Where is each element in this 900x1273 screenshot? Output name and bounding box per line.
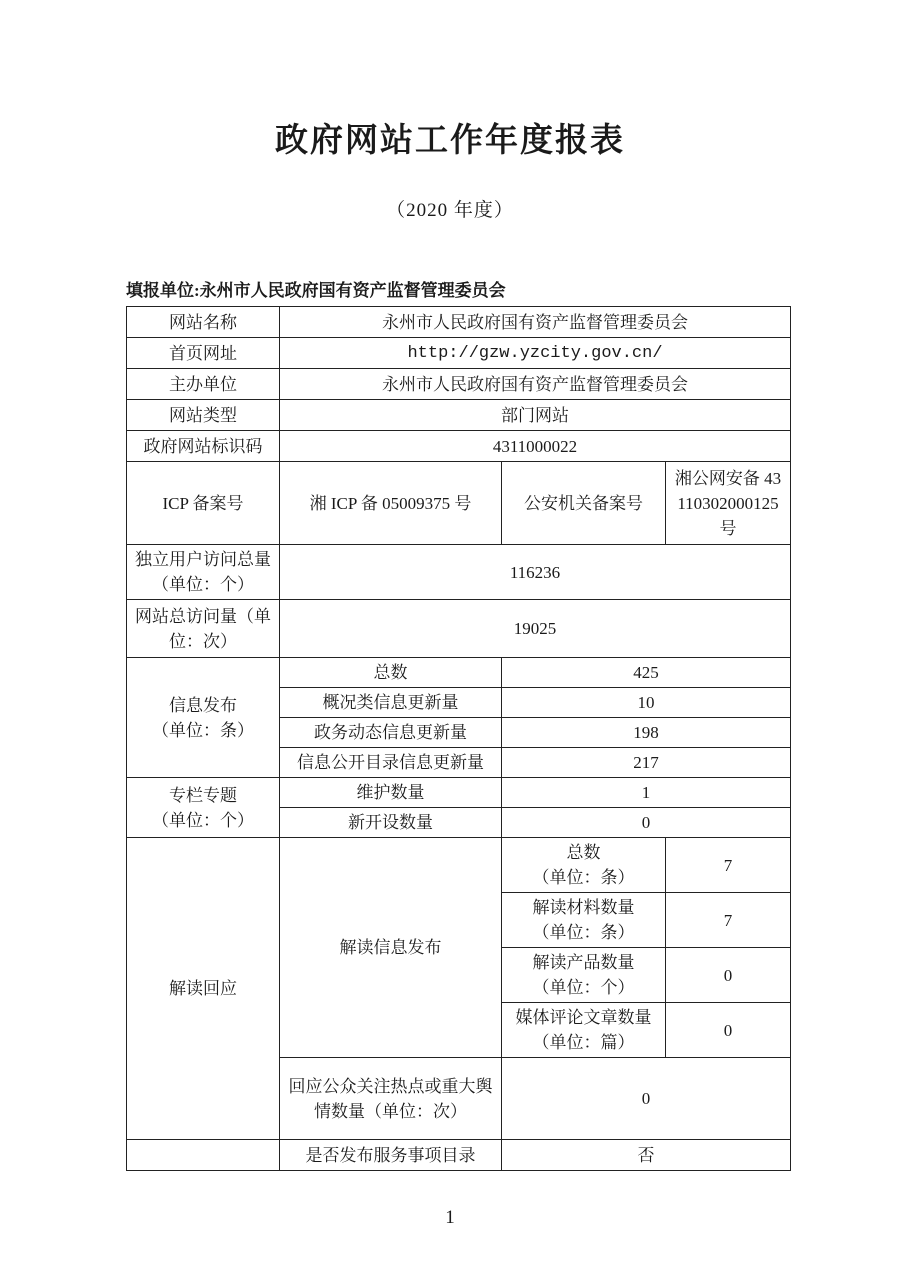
columns-maintained-value: 1 [502, 778, 791, 808]
info-publish-total-value: 425 [502, 658, 791, 688]
columns-new-value: 0 [502, 808, 791, 838]
page-subtitle: （2020 年度） [386, 200, 514, 221]
site-type-value: 部门网站 [280, 400, 791, 431]
annual-report-table [126, 306, 791, 1171]
icp-label: ICP 备案号 [127, 462, 280, 545]
columns-new-label: 新开设数量 [280, 808, 502, 838]
table-row-site-type [127, 400, 791, 431]
interpretation-materials-label [502, 893, 666, 948]
info-publish-group-label: 信息发布 [169, 695, 237, 715]
table-row-host-unit [127, 369, 791, 400]
table-row-service-directory [127, 1140, 791, 1171]
total-visits-label: 网站总访问量（单位：次） [127, 600, 280, 658]
directory-updates-label: 信息公开目录信息更新量 [280, 748, 502, 778]
media-comments-value: 0 [666, 1003, 791, 1058]
reporting-unit-line: 填报单位:永州市人民政府国有资产监督管理委员会 [126, 281, 506, 300]
interpretation-total-value: 7 [666, 838, 791, 893]
service-directory-label: 是否发布服务事项目录 [280, 1140, 502, 1171]
info-publish-group-cell [127, 658, 280, 778]
columns-maintained-label: 维护数量 [280, 778, 502, 808]
interpretation-group-cell: 解读回应 [127, 838, 280, 1140]
homepage-url-value: http://gzw.yzcity.gov.cn/ [280, 338, 791, 369]
interpretation-materials-value: 7 [666, 893, 791, 948]
interpretation-total-label-text: 总数 [566, 843, 601, 862]
homepage-url-label: 首页网址 [127, 338, 280, 369]
special-columns-group-label: 专栏专题 [169, 785, 237, 805]
table-row-total-visits [127, 600, 791, 658]
table-row-icp [127, 462, 791, 545]
media-comments-unit: （单位：篇） [532, 1033, 635, 1052]
interpretation-products-label-text: 解读产品数量 [532, 953, 635, 972]
interpretation-materials-label-text: 解读材料数量 [532, 898, 635, 917]
site-id-code-label: 政府网站标识码 [127, 431, 280, 462]
table-row-site-id-code [127, 431, 791, 462]
table-row-columns-maintained [127, 778, 791, 808]
interpretation-products-label [502, 948, 666, 1003]
info-publish-group-unit: （单位：条） [152, 720, 254, 740]
interpretation-publish-cell: 解读信息发布 [280, 838, 502, 1058]
page-number: 1 [445, 1207, 455, 1228]
police-record-value: 湘公网安备 43110302000125 号 [666, 462, 791, 545]
special-columns-group-cell [127, 778, 280, 838]
host-unit-label: 主办单位 [127, 369, 280, 400]
host-unit-value: 永州市人民政府国有资产监督管理委员会 [280, 369, 791, 400]
dynamics-updates-label: 政务动态信息更新量 [280, 718, 502, 748]
total-visits-value: 19025 [280, 600, 791, 658]
overview-updates-value: 10 [502, 688, 791, 718]
media-comments-label [502, 1003, 666, 1058]
interpretation-materials-unit: （单位：条） [532, 923, 635, 942]
table-row-unique-visitors [127, 545, 791, 600]
interpretation-products-value: 0 [666, 948, 791, 1003]
interpretation-total-unit: （单位：条） [532, 868, 635, 887]
site-id-code-value: 4311000022 [280, 431, 791, 462]
table-row-info-publish-total [127, 658, 791, 688]
interpretation-total-label [502, 838, 666, 893]
directory-updates-value: 217 [502, 748, 791, 778]
service-directory-empty-cell [127, 1140, 280, 1171]
unique-visitors-value: 116236 [280, 545, 791, 600]
interpretation-products-unit: （单位：个） [532, 978, 635, 997]
site-name-value: 永州市人民政府国有资产监督管理委员会 [280, 307, 791, 338]
overview-updates-label: 概况类信息更新量 [280, 688, 502, 718]
table-row-site-name [127, 307, 791, 338]
icp-value: 湘 ICP 备 05009375 号 [280, 462, 502, 545]
special-columns-group-unit: （单位：个） [152, 810, 254, 830]
public-response-value: 0 [502, 1058, 791, 1140]
table-row-interpretation-total [127, 838, 791, 893]
dynamics-updates-value: 198 [502, 718, 791, 748]
unique-visitors-label: 独立用户访问总量（单位：个） [127, 545, 280, 600]
page-title: 政府网站工作年度报表 [275, 123, 625, 159]
table-row-homepage-url [127, 338, 791, 369]
media-comments-label-text: 媒体评论文章数量 [515, 1008, 652, 1027]
service-directory-value: 否 [502, 1140, 791, 1171]
site-name-label: 网站名称 [127, 307, 280, 338]
site-type-label: 网站类型 [127, 400, 280, 431]
police-record-label: 公安机关备案号 [502, 462, 666, 545]
info-publish-total-label: 总数 [280, 658, 502, 688]
public-response-label: 回应公众关注热点或重大舆情数量（单位：次） [280, 1058, 502, 1140]
